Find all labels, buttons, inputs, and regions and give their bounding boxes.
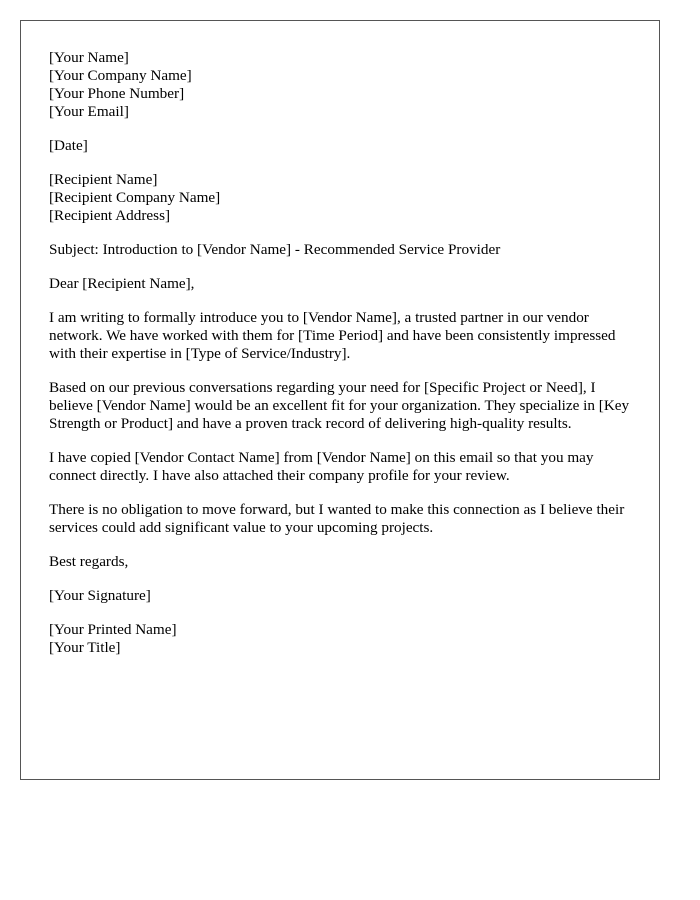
- sender-company: [Your Company Name]: [49, 67, 192, 84]
- letter-page: [20, 20, 660, 780]
- body-paragraph: I have copied [Vendor Contact Name] from [Vendor Name] on this email so that you may connect directly. I have also attached their company profile for your review.: [49, 449, 594, 484]
- recipient-company: [Recipient Company Name]: [49, 189, 221, 206]
- recipient-address: [Recipient Address]: [49, 207, 171, 224]
- subject-line: Subject: Introduction to [Vendor Name] - Recommended Service Provider: [49, 241, 501, 258]
- sender-phone: [Your Phone Number]: [49, 85, 185, 102]
- sender-block: [49, 49, 633, 121]
- signoff-block: [49, 621, 633, 657]
- sender-title: [Your Title]: [49, 639, 121, 656]
- closing: Best regards,: [49, 553, 129, 570]
- body-paragraph: I am writing to formally introduce you to [Vendor Name], a trusted partner in our vendor network. We have worked with them for [Time Period] and have been consistently impressed with their expertise in [Type of Service/Industry].: [49, 309, 616, 362]
- salutation: Dear [Recipient Name],: [49, 275, 195, 292]
- body-paragraph: There is no obligation to move forward, but I wanted to make this connection as I believe their services could add significant value to your upcoming projects.: [49, 501, 625, 536]
- letter-date: [Date]: [49, 137, 88, 154]
- sender-email: [Your Email]: [49, 103, 129, 120]
- signature: [Your Signature]: [49, 587, 151, 604]
- sender-name: [Your Name]: [49, 49, 129, 66]
- body-paragraph: Based on our previous conversations regarding your need for [Specific Project or Need], I believe [Vendor Name] would be an excellent fit for your organization. They specialize in [Key Strength or Product] and have a proven track record of delivering high-quality results.: [49, 379, 630, 432]
- recipient-name: [Recipient Name]: [49, 171, 158, 188]
- letter-content: [49, 49, 633, 673]
- date-block: [49, 137, 633, 155]
- printed-name: [Your Printed Name]: [49, 621, 177, 638]
- recipient-block: [49, 171, 633, 225]
